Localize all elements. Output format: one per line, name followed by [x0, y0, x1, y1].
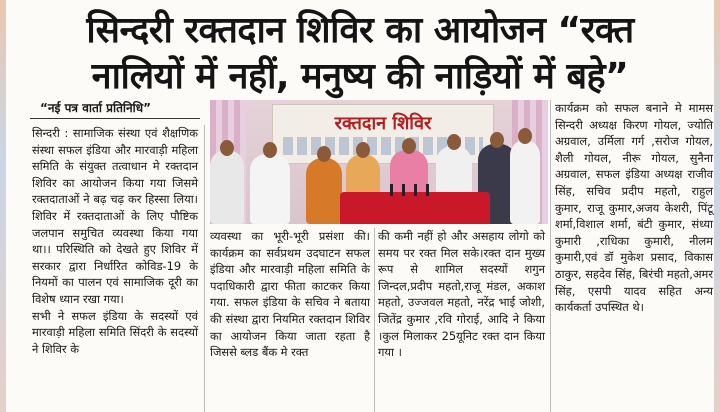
- person-5-head: [402, 138, 416, 154]
- mic-4: [426, 184, 429, 196]
- person-2-head: [263, 142, 277, 158]
- right-edge-strip: [714, 0, 720, 412]
- article-column-4: कार्यक्रम को सफल बनाने मे मामस सिन्दरी अध्यक्ष किरण गोयल, ज्योति अग्रवाल, उर्मिला गर्ग ,सरोज गोयल, शैली गोयल, नीरू गोयल, सुनैना अग्रवाल, सफल इंडिया अध्यक्ष राजीव सिंह, सचिव प्रदीप महतो, राहुल कुमार, राजू कुमार,अजय केशरी, पिंटू शर्मा,विशाल शर्मा, बंटी कुमार, संध्या कुमारी ,राधिका कुमारी, नीलम कुमारी,एवं डॉ मुकेश प्रसाद, विकास ठाकुर, सहदेव सिंह, बिरंची महतो,अमर सिंह, एसपी यादव सहित अन्य कार्यकर्ता उपस्थित थे।: [555, 101, 713, 315]
- mic-2: [402, 184, 405, 196]
- person-3-head: [317, 146, 331, 162]
- person-1: [210, 150, 244, 224]
- person-7-head: [490, 132, 504, 148]
- event-photo: [210, 100, 548, 224]
- person-1-head: [220, 140, 234, 156]
- byline-rule: [30, 118, 200, 119]
- byline: “नई पत्र वार्ता प्रतिनिधि”: [40, 101, 152, 115]
- headline-line-1: सिन्दरी रक्तदान शिविर का आयोजन “रक्त: [86, 10, 634, 51]
- headline-line-2: नालियों में नहीं, मनुष्य की नाड़ियों में बहे”: [91, 56, 629, 97]
- col1-paragraph-1: सिन्दरी : सामाजिक संस्था एवं शैक्षणिक संस्था सफल इंडिया और मारवाड़ी महिला समिति के संयुक्त तत्वाधान मे रक्तदान शिविर का आयोजन किया गया जिसमे रक्तदाताओं ने बढ़ चढ़ कर हिस्सा लिया।शिविर में रक्तदाताओं के लिए पौष्टिक जलपान समुचित व्यवस्था किया गया था।। परिस्थिति को देखते हुए शिविर में सरकार द्वारा निर्धारित कोविड-19 के नियमों का पालन एवं सामाजिक दूरी का विशेष ध्यान रखा गया।: [32, 126, 198, 306]
- left-edge-strip: [0, 0, 6, 412]
- banner-text: रक्तदान शिविर: [334, 113, 432, 134]
- mic-3: [414, 184, 417, 196]
- person-3: [306, 158, 342, 224]
- person-2: [250, 154, 290, 224]
- article-column-3: की कमी नहीं हो और असहाय लोगो को समय पर रक्त मिल सके।रक्त दान मुख्य रूप से शामिल सदस्यों शगुन जिन्दल,प्रदीप महतो,राजू मंडल, अकाश महतो, उज्जवल महतो, नरेंद्र भाई जोशी, जितेंद्र कुमार ,रवि गोराई, आदि ने किया ।कुल मिलाकर 25यूनिट रक्त दान किया गया ।: [378, 229, 545, 360]
- column-divider: [374, 228, 375, 412]
- person-6-head: [447, 134, 461, 150]
- column-divider: [550, 100, 551, 412]
- article-column-2: व्यवस्था का भूरी-भूरी प्रसंशा की।कार्यक्रम का सर्वप्रथम उदघाटन सफल इंडिया और मारवाड़ी महिला समिति के पदाधिकारी द्वारा फीता काटकर किया गया. सफल इंडिया के सचिव ने बताया की संस्था द्वारा नियमित रक्तदान शिविर का आयोजन किया जाता रहता है जिससे ब्लड बैंक मे रक्त: [210, 229, 370, 360]
- person-8: [510, 140, 540, 224]
- red-table: [340, 192, 490, 224]
- col1-paragraph-2: सभी ने सफल इंडिया के सदस्यों एवं मारवाड़ी महिला समिति सिंदरी के सदस्यों ने शिविर के: [32, 308, 198, 356]
- person-4-head: [356, 142, 370, 158]
- mic-1: [390, 184, 393, 196]
- column-divider: [204, 125, 205, 412]
- article-column-1: [32, 125, 198, 412]
- person-8-head: [518, 128, 532, 144]
